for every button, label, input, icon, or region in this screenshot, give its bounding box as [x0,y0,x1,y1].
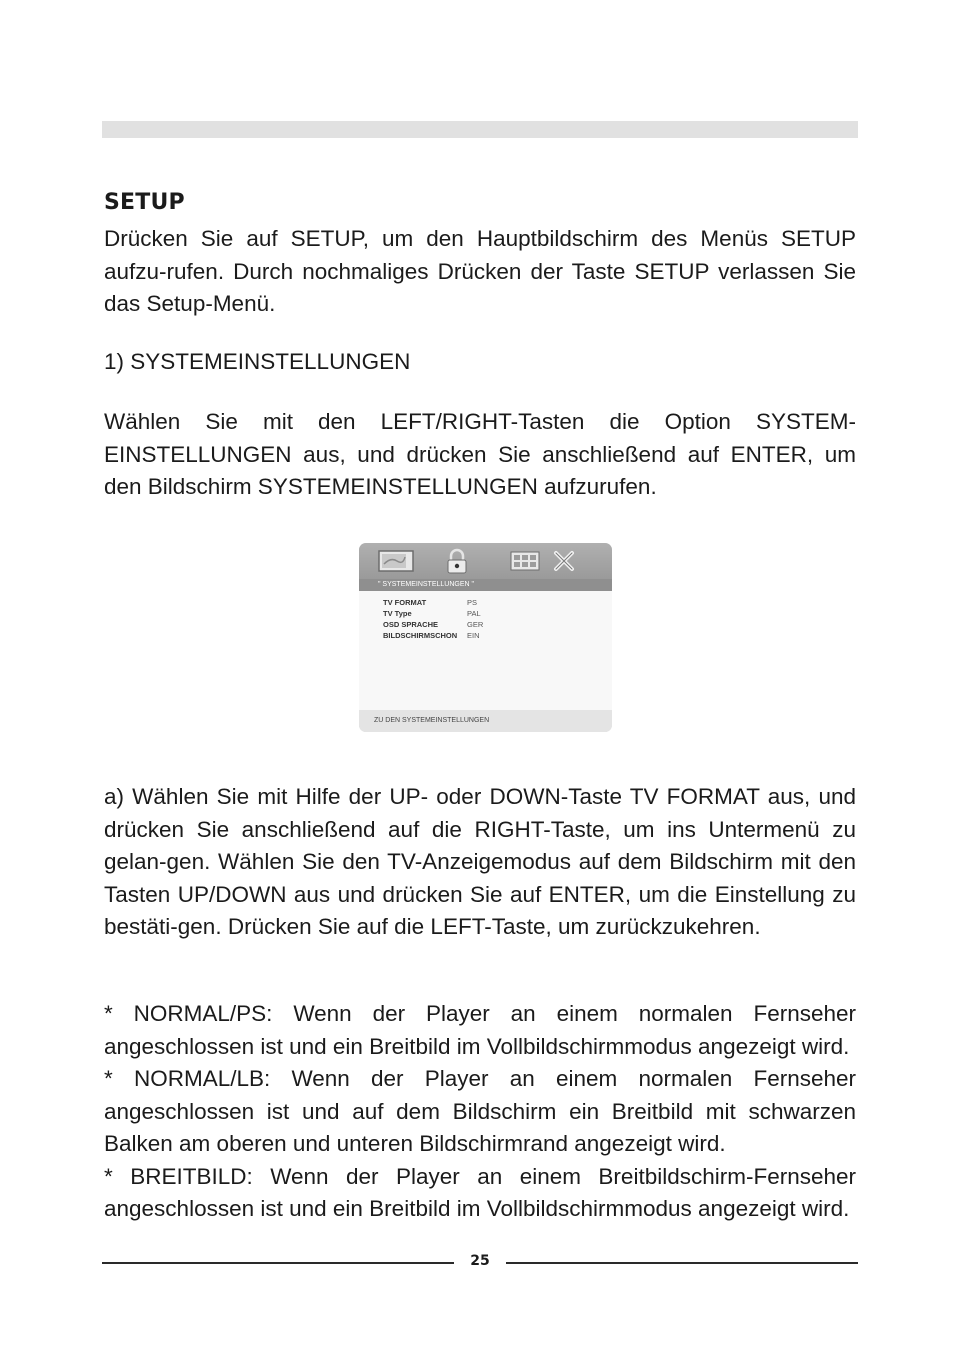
page-number: 25 [470,1253,490,1269]
padlock-icon [445,548,469,574]
menu-header-label: " SYSTEMEINSTELLUNGEN " [378,581,474,588]
system-settings-screenshot [359,543,612,732]
option-breitbild: * BREITBILD: Wenn der Player an einem Breitbildschirm-Fernseher angeschlossen ist und ein Breitbild im Vollbildschirmmodus angezeigt wird. [104,1163,856,1221]
menu-tab-bar [359,543,612,579]
grid-icon [509,548,541,574]
footer-rule-left [102,1262,454,1264]
menu-row-tv-type[interactable] [383,608,481,619]
menu-footer-label: ZU DEN SYSTEMEINSTELLUNGEN [374,717,490,724]
menu-row-osd-sprache[interactable] [383,619,483,630]
menu-body [359,591,612,710]
menu-row-key: TV Type [383,609,412,618]
option-normal-lb: * NORMAL/LB: Wenn der Player an einem normalen Fernseher angeschlossen ist und auf dem Bildschirm ein Breitbild mit schwarzen Balken am oberen und unteren Bildschirmrand angezeigt wird. [104,1066,856,1156]
footer-rule-right [506,1262,858,1264]
options-list [104,998,856,1226]
menu-footer [359,710,612,732]
menu-row-value: EIN [467,631,480,640]
intro-paragraph: Drücken Sie auf SETUP, um den Hauptbildschirm des Menüs SETUP aufzu-rufen. Durch nochmaliges Drücken der Taste SETUP verlassen Sie das Setup-Menü. [104,226,856,316]
menu-row-value: PAL [467,609,481,618]
menu-row-key: OSD SPRACHE [383,620,439,629]
option-normal-ps: * NORMAL/PS: Wenn der Player an einem normalen Fernseher angeschlossen ist und ein Breitbild im Vollbildschirmmodus angezeigt wird. [104,1001,856,1059]
menu-row-key: BILDSCHIRMSCHON [383,631,458,640]
menu-header [359,579,612,591]
menu-row-bildschirmschon[interactable] [383,630,480,641]
menu-row-tv-format[interactable] [383,597,477,608]
subheading: 1) SYSTEMEINSTELLUNGEN [104,349,411,374]
menu-row-value: PS [467,598,478,607]
monitor-icon [377,548,417,574]
select-paragraph: Wählen Sie mit den LEFT/RIGHT-Tasten die Option SYSTEM-EINSTELLUNGEN aus, und drücken Sie anschließend auf ENTER, um den Bildschirm SYSTEMEINSTELLUNGEN aufzurufen. [104,409,856,499]
close-icon [552,548,576,574]
menu-row-value: GER [467,620,484,629]
step-a-paragraph: a) Wählen Sie mit Hilfe der UP- oder DOWN-Taste TV FORMAT aus, und drücken Sie anschließend auf die RIGHT-Taste, um ins Untermenü zu gelan-gen. Wählen Sie den TV-Anzeigemodus auf dem Bildschirm mit den Tasten UP/DOWN aus und drücken Sie auf ENTER, um die Einstellung zu bestäti-gen. Drücken Sie auf die LEFT-Taste, um zurückzukehren. [104,784,856,939]
header-bar [102,121,858,138]
menu-row-key: TV FORMAT [383,598,427,607]
section-title: SETUP [104,190,185,215]
